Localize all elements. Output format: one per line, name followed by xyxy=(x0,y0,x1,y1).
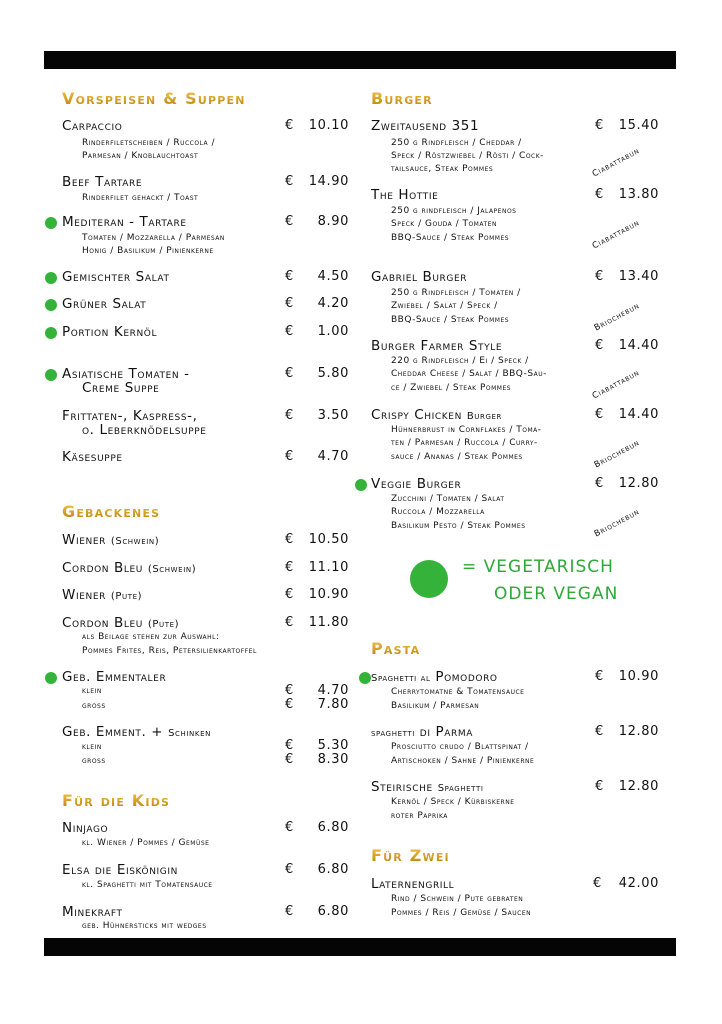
item-desc: Rind / Schwein / Pute gebraten xyxy=(391,894,524,904)
item-name-text: Cordon Bleu xyxy=(62,560,143,576)
beilage-note: Pommes Frites, Reis, Petersilienkartoffel xyxy=(82,646,257,656)
currency: € xyxy=(285,296,294,311)
currency: € xyxy=(595,476,604,491)
item-name: Zweitausend 351 xyxy=(371,118,480,134)
item-price: 11.80 xyxy=(308,615,349,630)
item-price: 12.80 xyxy=(618,476,659,491)
item-name-note: (Schwein) xyxy=(147,564,197,575)
section-title-fuer-zwei: Für Zwei xyxy=(371,846,450,865)
vegetarian-dot-icon xyxy=(45,299,57,311)
item-desc: ce / Zwiebel / Steak Pommes xyxy=(391,383,512,393)
bun-type-label: Briochebun xyxy=(592,438,642,471)
item-price: 8.90 xyxy=(317,214,349,229)
beilage-note: als Beilage stehen zur Auswahl: xyxy=(82,632,220,642)
currency: € xyxy=(285,408,294,423)
item-name-text: Crispy Chicken xyxy=(371,407,462,423)
currency: € xyxy=(285,587,294,602)
item-price: 6.80 xyxy=(317,904,349,919)
section-title-burger: Burger xyxy=(371,89,433,108)
item-price: 4.50 xyxy=(317,269,349,284)
item-desc: tailsauce, Steak Pommes xyxy=(391,164,494,174)
item-desc: Rinderfiletscheiben / Ruccola / xyxy=(82,138,216,148)
legend-line-2: ODER VEGAN xyxy=(494,584,619,604)
item-name: Mediteran - Tartare xyxy=(62,214,187,230)
item-desc: Kernöl / Speck / Kürbiskerne xyxy=(391,797,515,807)
vegetarian-dot-icon xyxy=(45,369,57,381)
item-name: Laternengrill xyxy=(371,876,455,892)
currency: € xyxy=(285,532,294,547)
item-name-note: (Schwein) xyxy=(110,536,160,547)
item-name-text: Wiener xyxy=(62,532,106,548)
currency: € xyxy=(595,118,604,133)
item-desc: sauce / Ananas / Steak Pommes xyxy=(391,452,523,462)
section-title-vorspeisen: Vorspeisen & Suppen xyxy=(62,89,246,108)
item-name xyxy=(371,724,473,740)
item-name: Frittaten-, Kaspress-, xyxy=(62,408,198,424)
item-name-note: Schinken xyxy=(168,728,211,739)
item-price: 5.80 xyxy=(317,366,349,381)
currency: € xyxy=(285,366,294,381)
item-desc: Zwiebel / Salat / Speck / xyxy=(391,301,498,311)
currency: € xyxy=(593,876,602,891)
bun-type-label: Ciabattabun xyxy=(590,146,642,180)
vegetarian-dot-icon xyxy=(45,217,57,229)
item-name: Minekraft xyxy=(62,904,123,920)
item-price: 12.80 xyxy=(618,724,659,739)
item-name xyxy=(371,669,498,685)
item-desc: Speck / Gouda / Tomaten xyxy=(391,219,497,229)
item-name: Portion Kernöl xyxy=(62,324,158,340)
currency: € xyxy=(285,214,294,229)
item-name: The Hottie xyxy=(371,187,439,203)
currency: € xyxy=(285,904,294,919)
currency: € xyxy=(595,187,604,202)
vegetarian-dot-icon xyxy=(355,479,367,491)
item-price: 3.50 xyxy=(317,408,349,423)
item-price: 1.00 xyxy=(317,324,349,339)
item-desc: Rinderfilet gehackt / Toast xyxy=(82,193,199,203)
vegetarian-legend-dot-icon xyxy=(410,560,448,598)
item-price: 4.70 xyxy=(317,449,349,464)
item-desc: Cheddar Cheese / Salat / BBQ-Sau- xyxy=(391,369,547,379)
currency: € xyxy=(595,407,604,422)
item-desc: Artischoken / Sahne / Pinienkerne xyxy=(391,756,535,766)
item-desc: BBQ-Sauce / Steak Pommes xyxy=(391,315,510,325)
item-name-note: Burger xyxy=(466,411,502,422)
item-price: 4.20 xyxy=(317,296,349,311)
item-name: Beef Tartare xyxy=(62,174,143,190)
currency: € xyxy=(595,669,604,684)
vegetarian-dot-icon xyxy=(359,672,371,684)
item-price: 6.80 xyxy=(317,820,349,835)
item-price: 13.80 xyxy=(618,187,659,202)
item-price: 42.00 xyxy=(618,876,659,891)
item-price: 4.70 xyxy=(317,683,349,698)
item-price: 14.90 xyxy=(308,174,349,189)
item-desc: Ruccola / Mozzarella xyxy=(391,507,485,517)
bun-type-label: Ciabattabun xyxy=(590,218,642,252)
item-price: 5.30 xyxy=(317,738,349,753)
item-name: Asiatische Tomaten - xyxy=(62,366,190,382)
item-name xyxy=(62,724,211,740)
item-name xyxy=(62,615,179,631)
item-price: 13.40 xyxy=(618,269,659,284)
currency: € xyxy=(285,697,294,712)
vegetarian-dot-icon xyxy=(45,672,57,684)
legend-line-1: = VEGETARISCH xyxy=(462,557,614,577)
item-price: 8.30 xyxy=(317,752,349,767)
item-name-text: Geb. Emment. + xyxy=(62,724,164,740)
item-price: 14.40 xyxy=(618,338,659,353)
item-price: 10.90 xyxy=(618,669,659,684)
item-price: 15.40 xyxy=(618,118,659,133)
item-name: Grüner Salat xyxy=(62,296,147,312)
item-name-prefix: Spaghetti al xyxy=(371,673,431,684)
item-desc: Basilikum / Parmesan xyxy=(391,701,480,711)
currency: € xyxy=(285,738,294,753)
currency: € xyxy=(285,449,294,464)
currency: € xyxy=(285,560,294,575)
item-desc: Honig / Basilikum / Pinienkerne xyxy=(82,246,214,256)
currency: € xyxy=(285,820,294,835)
item-name-text: Pomodoro xyxy=(435,669,498,685)
item-name-text: Cordon Bleu xyxy=(62,615,143,631)
item-price: 10.10 xyxy=(308,118,349,133)
item-desc: Basilikum Pesto / Steak Pommes xyxy=(391,521,526,531)
currency: € xyxy=(285,615,294,630)
item-name: Gemischter Salat xyxy=(62,269,170,285)
currency: € xyxy=(285,174,294,189)
item-desc: geb. Hühnersticks mit wedges xyxy=(82,921,207,931)
item-desc: 220 g Rindfleisch / Ei / Speck / xyxy=(391,356,529,366)
vegetarian-dot-icon xyxy=(45,327,57,339)
bun-type-label: Ciabattabun xyxy=(590,368,642,402)
currency: € xyxy=(285,683,294,698)
item-desc: Zucchini / Tomaten / Salat xyxy=(391,494,505,504)
size-label: gross xyxy=(82,756,106,766)
item-name-text: Wiener xyxy=(62,587,106,603)
item-desc: Speck / Röstzwiebel / Rösti / Cock- xyxy=(391,151,544,161)
item-price: 10.50 xyxy=(308,532,349,547)
item-name xyxy=(371,779,483,795)
item-desc: Pommes / Reis / Gemüse / Saucen xyxy=(391,908,532,918)
item-desc: BBQ-Sauce / Steak Pommes xyxy=(391,233,510,243)
item-desc: roter Paprika xyxy=(391,811,448,821)
size-label: gross xyxy=(82,701,106,711)
item-desc: Cherrytomatne & Tomatensauce xyxy=(391,687,525,697)
item-name xyxy=(62,560,196,576)
item-name: Elsa die Eiskönigin xyxy=(62,862,178,878)
item-desc: 250 g rindfleisch / Jalapenos xyxy=(391,206,517,216)
item-name-text: Steirische xyxy=(371,779,433,795)
item-desc: ten / Parmesan / Ruccola / Curry- xyxy=(391,438,538,448)
item-desc: Prosciutto crudo / Blattspinat / xyxy=(391,742,529,752)
item-name: Gabriel Burger xyxy=(371,269,468,285)
item-name-line2: Creme Suppe xyxy=(82,380,160,396)
item-price: 7.80 xyxy=(317,697,349,712)
item-price: 6.80 xyxy=(317,862,349,877)
bun-type-label: Briochebun xyxy=(592,507,642,540)
item-desc: Parmesan / Knoblauchtoast xyxy=(82,151,199,161)
item-name xyxy=(371,407,502,423)
item-desc: 250 g Rindfleisch / Tomaten / xyxy=(391,288,521,298)
item-name xyxy=(62,532,159,548)
item-price: 11.10 xyxy=(308,560,349,575)
item-name: Veggie Burger xyxy=(371,476,462,492)
currency: € xyxy=(595,269,604,284)
item-name: Käsesuppe xyxy=(62,449,123,465)
section-title-gebackenes: Gebackenes xyxy=(62,502,161,521)
item-name-note: Spaghetti xyxy=(437,783,484,794)
currency: € xyxy=(595,338,604,353)
item-name-line2: o. Leberknödelsuppe xyxy=(82,422,207,438)
currency: € xyxy=(285,324,294,339)
item-name-note: (Pute) xyxy=(147,619,180,630)
item-desc: Tomaten / Mozzarella / Parmesan xyxy=(82,233,225,243)
item-price: 10.90 xyxy=(308,587,349,602)
section-title-kids: Für die Kids xyxy=(62,791,171,810)
size-label: klein xyxy=(82,742,102,752)
currency: € xyxy=(285,862,294,877)
currency: € xyxy=(285,269,294,284)
item-name: Burger Farmer Style xyxy=(371,338,503,354)
currency: € xyxy=(595,779,604,794)
item-name-note: (Pute) xyxy=(110,591,143,602)
size-label: klein xyxy=(82,686,102,696)
item-price: 12.80 xyxy=(618,779,659,794)
item-name xyxy=(62,587,142,603)
item-name-prefix: spaghetti xyxy=(371,728,415,739)
currency: € xyxy=(285,752,294,767)
bun-type-label: Briochebun xyxy=(592,301,642,334)
item-name: Geb. Emmentaler xyxy=(62,669,167,685)
item-desc: Hühnerbrust in Cornflakes / Toma- xyxy=(391,425,542,435)
item-desc: 250 g Rindfleisch / Cheddar / xyxy=(391,138,522,148)
item-price: 14.40 xyxy=(618,407,659,422)
currency: € xyxy=(285,118,294,133)
section-title-pasta: Pasta xyxy=(371,639,421,658)
currency: € xyxy=(595,724,604,739)
top-bar xyxy=(44,51,676,69)
item-name: Carpaccio xyxy=(62,118,123,134)
vegetarian-dot-icon xyxy=(45,272,57,284)
item-desc: kl. Wiener / Pommes / Gemüse xyxy=(82,838,210,848)
item-name: Ninjago xyxy=(62,820,109,836)
item-desc: kl. Spaghetti mit Tomatensauce xyxy=(82,880,213,890)
item-name-text: di Parma xyxy=(419,724,473,740)
bottom-bar xyxy=(44,938,676,956)
